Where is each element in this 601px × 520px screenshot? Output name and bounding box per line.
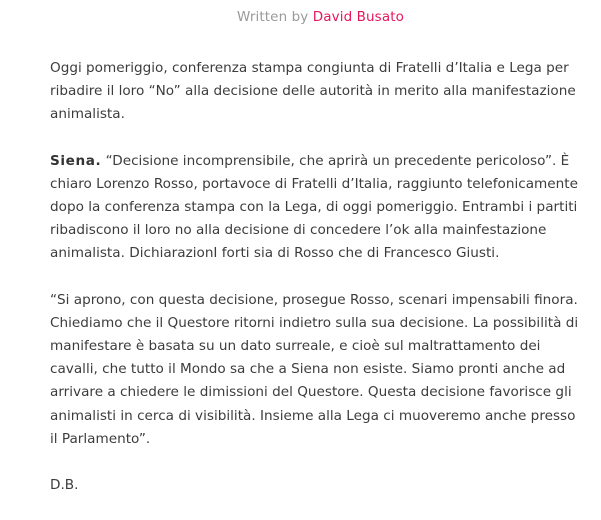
article-paragraph xyxy=(50,150,580,266)
article-quote-paragraph: “Si aprono, con questa decisione, prosegue Rosso, scenari impensabili finora. Chiediamo che il Questore ritorni indietro sulla sua decisione. La possibilità di manifestare è basata su un dato surreale, e cioè sul maltrattamento dei cavalli, che tutto il Mondo sa che a Siena non esiste. Siamo pronti anche ad arrivare a chiedere le dimissioni del Questore. Questa decisione favorisce gli animalisti in cerca di visibilità. Insieme alla Lega ci muoveremo anche presso il Parlamento”. xyxy=(50,291,579,447)
article-intro-paragraph: Oggi pomeriggio, conferenza stampa congiunta di Fratelli d’Italia e Lega per ribadire il loro “No” alla decisione delle autorità in merito alla manifestazione animalista. xyxy=(50,60,576,123)
article-signature: D.B. xyxy=(50,477,79,494)
article-byline xyxy=(0,9,601,25)
byline-prefix: Written by xyxy=(237,9,309,25)
article-paragraph-text: “Decisione incomprensibile, che aprirà un precedente pericoloso”. È chiaro Lorenzo Rosso, portavoce di Fratelli d’Italia, raggiunto telefonicamente dopo la conferenza stampa con la Lega, di oggi pomeriggio. Entrambi i partiti ribadiscono il loro no alla decisione di concedere l’ok alla mainfestazione animalista. DichiarazionI forti sia di Rosso che di Francesco Giusti. xyxy=(50,152,578,262)
article-dateline: Siena. xyxy=(50,152,102,169)
article-body xyxy=(50,57,580,520)
author-link[interactable]: David Busato xyxy=(312,9,404,25)
